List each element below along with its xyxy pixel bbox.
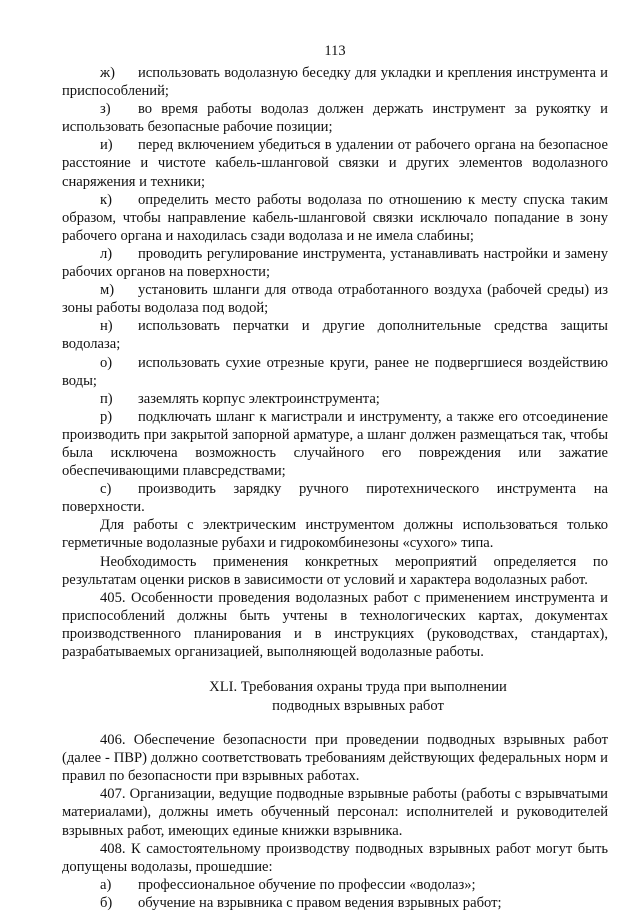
paragraph-405: 405. Особенности проведения водолазных работ с применением инструмента и приспособлений должны быть учтены в технологических картах, документах производственного планирования и в инструкциях (руководствах, стандартах), разрабатываемых организацией, выполняющей водолазные работы. [62,589,608,660]
section-heading-line2: подводных взрывных работ [272,697,444,714]
list-marker: з) [100,101,111,118]
list-marker: л) [100,245,113,262]
list-marker: о) [100,354,113,371]
list-item-a [62,876,608,894]
list-item-n [62,317,608,353]
section-heading [62,678,608,715]
list-item-text: подключать шланг к магистрали и инструменту, а также его отсоединение производить при закрытой запорной арматуре, а шланг должен размещаться так, чтобы была исключена возможность случайного его повреждения или зажатие обеспечивающими плавсредствами; [62,408,608,480]
page-number: 113 [324,43,346,59]
list-marker: м) [100,282,115,299]
list-item-i [62,136,608,190]
list-item-text: во время работы водолаз должен держать инструмент за рукоятку и использовать безопасные рабочие позиции; [62,101,608,136]
list-marker: а) [100,876,112,893]
paragraph-408: 408. К самостоятельному производству подводных взрывных работ могут быть допущены водолазы, прошедшие: [62,840,608,875]
document-page [62,40,608,912]
paragraph-electric-tools: Для работы с электрическим инструментом должны использоваться только герметичные водолазные рубахи и гидрокомбинезоны «сухого» типа. [62,517,608,552]
list-marker: с) [100,481,112,498]
list-item-text: профессиональное обучение по профессии «водолаз»; [138,876,476,893]
paragraph-407: 407. Организации, ведущие подводные взрывные работы (работы с взрывчатыми материалами), должны иметь обученный персонал: исполнителей и руководителей взрывных работ, имеющих единые книжки взрывника. [62,786,608,839]
list-marker: к) [100,191,112,208]
list-item-text: перед включением убедиться в удалении от рабочего органа на безопасное расстояние и чистоте кабель-шланговой связки и других элементов водолазного снаряжения и техники; [62,137,608,190]
list-marker: б) [100,894,113,911]
list-marker: ж) [100,65,115,81]
list-item-text: использовать перчатки и другие дополнительные средства защиты водолаза; [62,318,608,353]
list-marker: н) [100,318,113,335]
paragraph-406: 406. Обеспечение безопасности при проведении подводных взрывных работ (далее - ПВР) должно соответствовать требованиям действующих федеральных норм и правил по безопасности при взрывных работах. [62,732,608,785]
list-marker: п) [100,390,113,407]
list-item-p [62,390,608,408]
list-item-r [62,408,608,480]
list-marker: р) [100,408,113,425]
list-item-text: производить зарядку ручного пиротехнического инструмента на поверхности. [62,481,608,516]
list-item-z [62,100,608,136]
list-marker: и) [100,137,113,154]
list-item-text: проводить регулирование инструмента, устанавливать настройки и замену рабочих органов на поверхности; [62,245,608,281]
paragraph-risk-assessment: Необходимость применения конкретных мероприятий определяется по результатам оценки рисков в зависимости от условий и характера водолазных работ. [62,553,608,588]
list-item-text: установить шланги для отвода отработанного воздуха (рабочей среды) из зоны работы водолаза под водой; [62,282,608,317]
list-item-k [62,191,608,245]
list-item-o [62,354,608,390]
list-item-text: использовать сухие отрезные круги, ранее не подвергшиеся воздействию воды; [62,354,608,389]
list-item-s [62,480,608,516]
list-item-zh [62,64,608,100]
list-item-m [62,281,608,317]
section-heading-line1: XLI. Требования охраны труда при выполнении [209,679,507,696]
list-item-text: использовать водолазную беседку для укладки и крепления инструмента и приспособлений; [62,65,608,100]
list-item-text: заземлять корпус электроинструмента; [138,390,380,407]
list-item-text: обучение на взрывника с правом ведения взрывных работ; [138,894,502,911]
list-item-b [62,894,608,912]
list-item-l [62,245,608,281]
list-item-text: определить место работы водолаза по отношению к месту спуска таким образом, чтобы направление кабель-шланговой связки исключало попадание в зону рабочего органа и находилась сзади водолаза и не имела слабины; [62,191,608,244]
